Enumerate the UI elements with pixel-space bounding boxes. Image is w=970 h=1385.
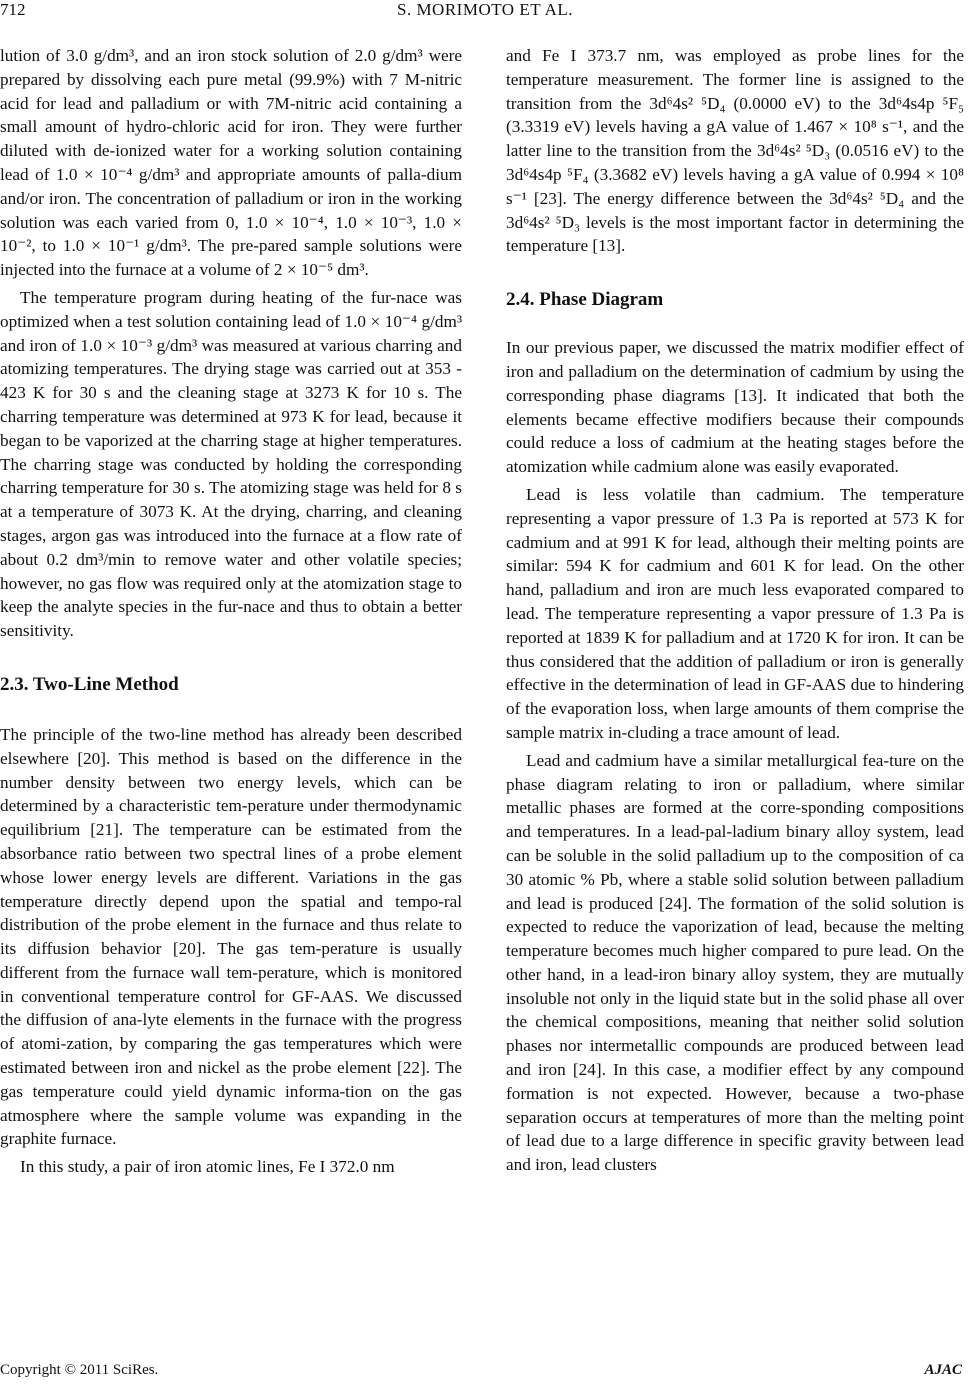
copyright-notice: Copyright © 2011 SciRes. — [0, 1362, 159, 1378]
section-heading-2-4: 2.4. Phase Diagram — [506, 289, 664, 311]
right-paragraph-1: and Fe I 373.7 nm, was employed as probe lines for the temperature measurement. The former line is assigned to the transition from the 3d⁶4s² ⁵D₄ (0.0000 eV) to the 3d⁶4s4p ⁵F₅ (3.3319 eV) levels having a gA value of 1.467 × 10⁸ s⁻¹, and the latter line to the transition from the 3d⁶4s² ⁵D₃ (0.0516 eV) to the 3d⁶4s4p ⁵F₄ (3.3682 eV) levels having a gA value of 0.994 × 10⁸ s⁻¹ [23]. The energy difference between the 3d⁶4s² ⁵D₄ and the 3d⁶4s² ⁵D₃ levels is the most important factor in determining the temperature [13]. — [506, 46, 964, 256]
right-paragraph-3: Lead is less volatile than cadmium. The temperature representing a vapor pressure of 1.3 Pa is reported at 573 K for cadmium and at 991 K for lead, although their melting points are similar: 594 K for cadmium and 601 K for lead. On the other hand, palladium and iron are much less evaporated compared to lead. The temperature representing a vapor pressure of 1.3 Pa is reported at 1839 K for palladium and at 1720 K for iron. It can be thus considered that the addition of palladium or iron is generally effective in the determination of lead in GF-AAS due to hindering of the evaporation loss, when large amounts of them comprise the sample matrix in-cluding a trace amount of lead. — [506, 484, 964, 742]
left-column — [0, 44, 462, 1179]
section-heading-2-3: 2.3. Two-Line Method — [0, 673, 179, 695]
running-head: S. MORIMOTO ET AL. — [396, 0, 574, 19]
left-paragraph-1: lution of 3.0 g/dm³, and an iron stock solution of 2.0 g/dm³ were prepared by dissolving each pure metal (99.9%) with 7 M-nitric acid for lead and palladium or with 7M-nitric acid containing a small amount of hydro-chloric acid for iron. They were further diluted with de-ionized water for a working solution containing lead of 1.0 × 10⁻⁴ g/dm³ and appropriate amounts of palla-dium and/or iron. The concentration of palladium or iron in the working solution was each varied from 0, 1.0 × 10⁻⁴, 1.0 × 10⁻³, 1.0 × 10⁻², to 1.0 × 10⁻¹ g/dm³. The pre-pared sample solutions were injected into the furnace at a volume of 2 × 10⁻⁵ dm³. — [0, 46, 462, 280]
left-paragraph-4: In this study, a pair of iron atomic lines, Fe I 372.0 nm — [20, 1157, 395, 1177]
journal-abbrev: AJAC — [924, 1362, 962, 1378]
right-column — [506, 44, 964, 1177]
right-paragraph-4: Lead and cadmium have a similar metallurgical fea-ture on the phase diagram relating to iron or palladium, where similar metallic phases are formed at the corre-sponding compositions and temperatures. In a lead-pal-ladium binary alloy system, lead can be soluble in the solid palladium up to the composition of ca 30 atomic % Pb, where a stable solid solution between palladium and lead is produced [24]. The formation of the solid solution is expected to reduce the vaporization of lead, because the melting temperature becomes much higher compared to pure lead. On the other hand, in a lead-iron binary alloy system, they are mutually insoluble not only in the liquid state but in the solid phase all over the chemical compositions, meaning that neither solid solution phases nor intermetallic compounds are produced between lead and iron [24]. In this case, a modifier effect by any compound formation is not expected. However, because a two-phase separation occurs at temperatures of more than the melting point of lead due to a large difference in specific gravity between lead and iron, lead clusters — [506, 750, 964, 1175]
right-paragraph-2: In our previous paper, we discussed the matrix modifier effect of iron and palladium on the determination of cadmium by using the corresponding phase diagrams [13]. It indicated that both the elements became effective modifiers because their compounds could reduce a loss of cadmium at the heating stages before the atomization while cadmium alone was easily evaporated. — [506, 338, 964, 477]
left-paragraph-2: The temperature program during heating of the fur-nace was optimized when a test solution containing lead of 1.0 × 10⁻⁴ g/dm³ and iron of 1.0 × 10⁻³ g/dm³ was measured at various charring and atomizing temperatures. The drying stage was carried out at 353 - 423 K for 30 s and the cleaning stage at 3273 K for 10 s. The charring temperature was determined at 973 K for lead, because it began to be vaporized at the charring stage at higher temperatures. The charring stage was conducted by holding the corresponding charring temperature for 30 s. The atomizing stage was held for 8 s at a temperature of 3073 K. At the drying, charring, and cleaning stages, argon gas was introduced into the furnace at a flow rate of about 0.2 dm³/min to remove water and other volatile species; however, no gas flow was required only at the atomization stage to keep the analyte species in the fur-nace and thus to obtain a better sensitivity. — [0, 287, 462, 641]
left-paragraph-3: The principle of the two-line method has already been described elsewhere [20]. This method is based on the difference in the number density between two energy levels, which can be determined by a characteristic tem-perature under thermodynamic equilibrium [21]. The temperature can be estimated from the absorbance ratio between two spectral lines of a probe element whose lower energy levels are different. Variations in the gas temperature directly depend upon the spatial and tempo-ral distribution of the probe element in the furnace and thus relate to its diffusion behavior [20]. The gas tem-perature is usually different from the furnace wall tem-perature, which is monitored in conventional temperature control for GF-AAS. We discussed the diffusion of ana-lyte elements in the furnace with the progress of atomi-zation, by comparing the gas temperatures which were estimated between iron and nickel as the probe element [22]. The gas temperature could yield dynamic informa-tion on the gas atmosphere where the sample volume was expanding in the graphite furnace. — [0, 724, 462, 1149]
page-number: 712 — [0, 0, 26, 19]
